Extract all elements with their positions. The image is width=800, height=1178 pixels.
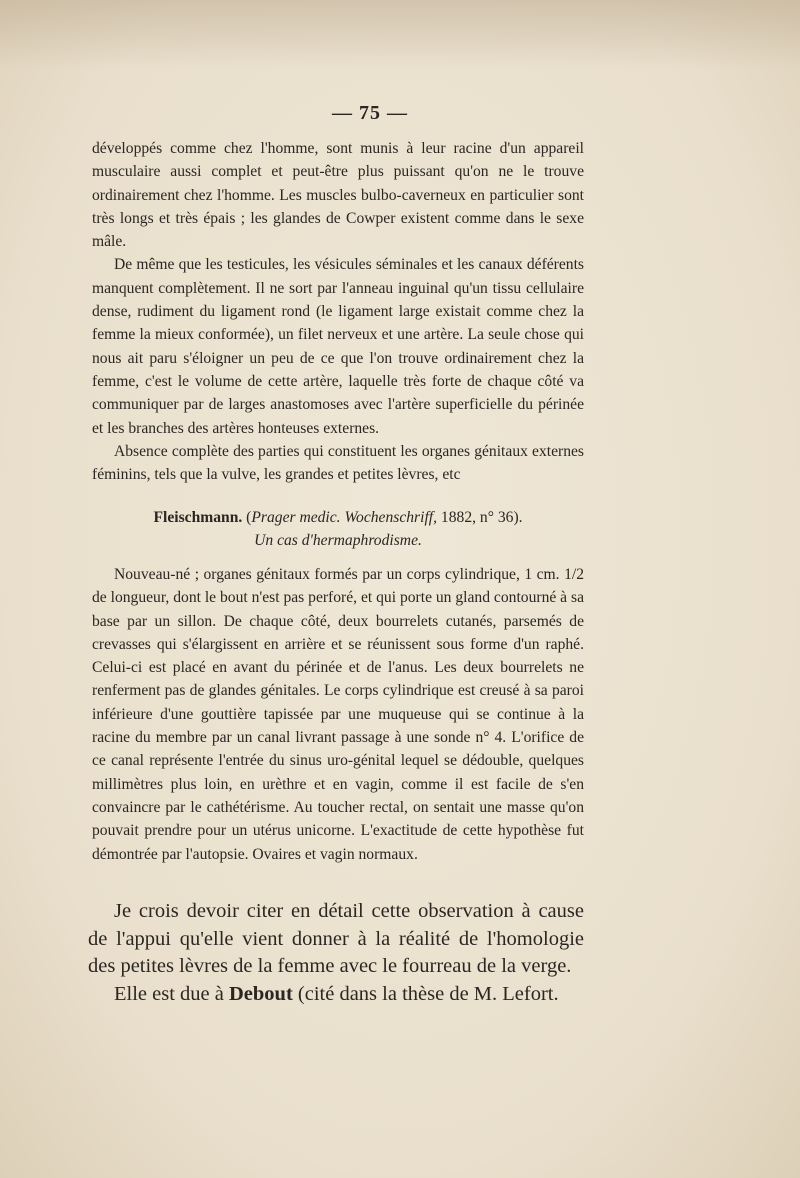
body-text-top	[92, 137, 584, 486]
conclusion-p2-after: (cité dans la thèse de M. Lefort.	[292, 982, 559, 1005]
case-paragraph: Nouveau-né ; organes génitaux formés par un corps cylindrique, 1 cm. 1/2 de longueur, dont le bout n'est pas perforé, et qui porte un gland contourné à sa base par un sillon. De chaque côté, deux bourrelets cutanés, parsemés de crevasses qui s'élargissent en arrière et se réunissent sous forme d'un raphé. Celui-ci est placé en avant du périnée et de l'anus. Les deux bourrelets ne renferment pas de glandes génitales. Le corps cylindrique est creusé à sa paroi inférieure d'une gouttière tapissée par une muqueuse qui se continue à la racine du membre par un canal livrant passage à une sonde n° 4. L'orifice de ce canal représente l'entrée du sinus uro-génital lequel se dédouble, quelques millimètres plus loin, en urèthre et en vagin, comme il est facile de s'en convaincre par le cathétérisme. Au toucher rectal, on sentait une masse qu'on pouvait prendre pour un utérus unicorne. L'exactitude de cette hypothèse fut démontrée par l'autopsie. Ovaires et vagin normaux.	[92, 566, 584, 863]
reference-journal: Prager medic. Wochenschriff,	[251, 509, 438, 526]
reference-subtitle: Un cas d'hermaphrodisme.	[254, 532, 422, 549]
conclusion-p2-name: Debout	[228, 982, 293, 1005]
paragraph-absence: Absence complète des parties qui constituent les organes génitaux externes féminins, tels que la vulve, les grandes et petites lèvres, etc	[92, 442, 584, 484]
paragraph-testicules: De même que les testicules, les vésicules séminales et les canaux déférents manquent complètement. Il ne sort par l'anneau inguinal qu'un tissu cellulaire dense, rudiment du ligament rond (le ligament large existait comme chez la femme la mieux conformée), un filet nerveux et une artère. La seule chose qui nous ait paru s'éloigner un peu de ce que l'on trouve ordinairement chez la femme, c'est le volume de cette artère, laquelle très forte de chaque côté va communiquer par de larges anastomoses avec l'artère superficielle du périnée et les branches des artères honteuses externes.	[92, 256, 584, 437]
case-body	[92, 563, 584, 866]
reference-heading	[92, 506, 584, 552]
paragraph-continuation: développés comme chez l'homme, sont munis à leur racine d'un appareil musculaire aussi complet et peut-être plus puissant qu'on ne le trouve ordinairement chez l'homme. Les muscles bulbo-caverneux en particulier sont très longs et très épais ; les glandes de Cowper existent comme dans le sexe mâle.	[92, 140, 584, 251]
reference-open: (	[242, 509, 252, 526]
paper-stain	[0, 0, 800, 70]
conclusion-p2-before: Elle est due à	[114, 982, 229, 1005]
page-number: — 75 —	[332, 102, 408, 124]
reference-author: Fleischmann.	[153, 509, 243, 526]
conclusion-paragraph-1: Je crois devoir citer en détail cette observation à cause de l'appui qu'elle vient donner à la réalité de l'homologie des petites lèvres de la femme avec le fourreau de la verge.	[88, 900, 584, 977]
reference-details: 1882, n° 36).	[437, 509, 523, 526]
conclusion-paragraph-2	[88, 981, 584, 1009]
conclusion-text	[88, 898, 584, 1008]
